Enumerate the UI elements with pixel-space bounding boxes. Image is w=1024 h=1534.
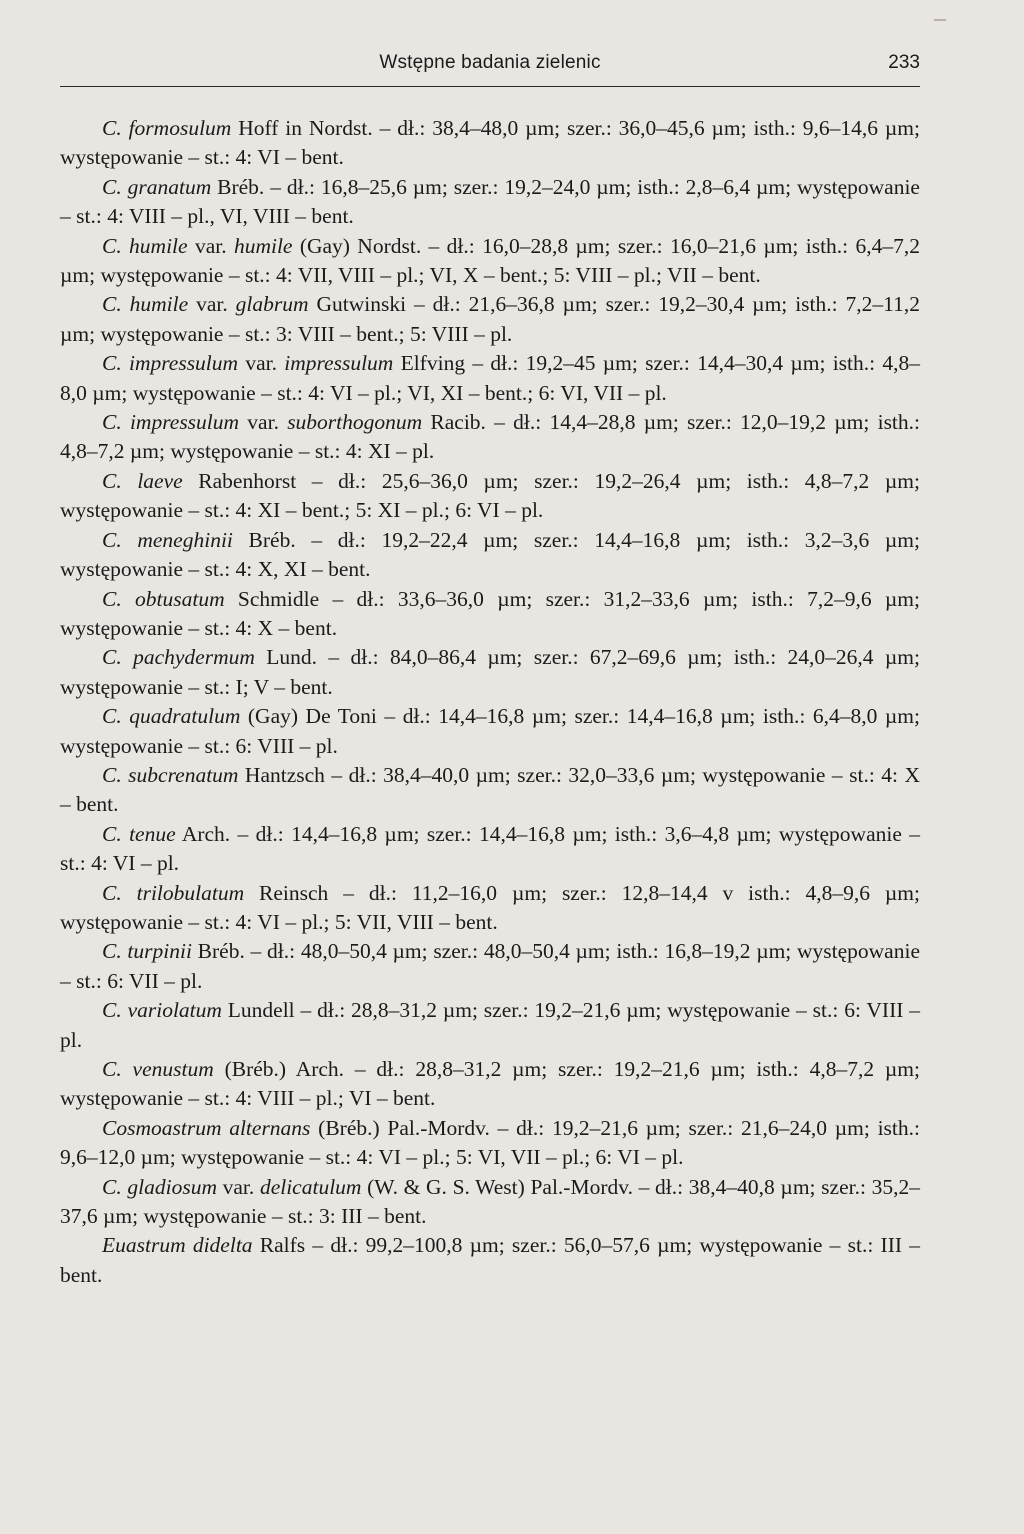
entry-text: Hoff in Nordst. – dł.: 38,4–48,0 µm; szer.: 36,0–45,6 µm; isth.: 9,6–14,6 µm; występowanie – st.: 4: VI – bent. [60,116,920,170]
species-entry [60,114,920,173]
entry-text: Bréb. – dł.: 48,0–50,4 µm; szer.: 48,0–50,4 µm; isth.: 16,8–19,2 µm; występowanie – st.: 6: VII – pl. [60,939,920,993]
taxon-name: C. formosulum [102,116,232,140]
entry-text: Lundell – dł.: 28,8–31,2 µm; szer.: 19,2–21,6 µm; występowanie – st.: 6: VIII – pl. [60,998,920,1052]
taxon-name: C. humile [102,233,188,258]
entry-text: var. [188,292,236,317]
species-entry [60,526,920,585]
variety-name: delicatulum [259,1174,362,1199]
species-entry [60,408,920,467]
species-entry [60,1231,920,1290]
taxon-name: C. humile [102,292,189,317]
running-header [60,52,920,87]
species-entry [60,290,920,349]
entry-text: Rabenhorst – dł.: 25,6–36,0 µm; szer.: 19,2–26,4 µm; isth.: 4,8–7,2 µm; występowanie – st.: 4: XI – bent.; 5: XI – pl.; 6: VI – pl. [60,468,920,523]
entry-text: var. [187,233,234,258]
species-entry [60,1173,920,1232]
entry-text: Bréb. – dł.: 16,8–25,6 µm; szer.: 19,2–24,0 µm; isth.: 2,8–6,4 µm; występowanie – st.: 4: VIII – pl., VI, VIII – bent. [60,174,920,229]
taxon-name: C. turpinii [102,939,192,964]
entry-text: Racib. – dł.: 14,4–28,8 µm; szer.: 12,0–19,2 µm; isth.: 4,8–7,2 µm; występowanie – st.: 4: XI – pl. [60,410,921,464]
taxon-name: C. impressulum [102,351,239,376]
species-entry [60,643,920,702]
species-entry [60,937,920,996]
species-entry [60,232,920,291]
entry-text: (W. & G. S. West) Pal.-Mordv. – dł.: 38,4–40,8 µm; szer.: 35,2–37,6 µm; występowanie – st.: 3: III – bent. [60,1174,920,1229]
species-entry [60,173,920,232]
variety-name: glabrum [235,292,309,317]
taxon-name: C. gladiosum [102,1174,217,1199]
species-entry [60,1055,920,1114]
species-entry [60,996,920,1055]
species-entry [60,820,920,879]
entry-text: (Bréb.) Pal.-Mordv. – dł.: 19,2–21,6 µm; szer.: 21,6–24,0 µm; isth.: 9,6–12,0 µm; występowanie – st.: 4: VI – pl.; 5: VI, VII – pl.; 6: VI – pl. [60,1115,920,1170]
species-entry [60,585,920,644]
species-entry [60,1114,920,1173]
taxon-name: C. meneghinii [102,527,233,552]
entry-text: Gutwinski – dł.: 21,6–36,8 µm; szer.: 19,2–30,4 µm; isth.: 7,2–11,2 µm; występowanie – st.: 3: VIII – bent.; 5: VIII – pl. [60,292,920,346]
species-list [60,114,920,1290]
entry-text: Lund. – dł.: 84,0–86,4 µm; szer.: 67,2–69,6 µm; isth.: 24,0–26,4 µm; występowanie – st.: I; V – bent. [60,645,920,699]
entry-text: var. [239,410,288,435]
taxon-name: C. impressulum [102,410,240,435]
taxon-name: C. quadratulum [102,704,241,729]
taxon-name: C. trilobulatum [102,880,245,905]
page-number: 233 [888,52,920,73]
taxon-name: C. venustum [102,1057,214,1081]
variety-name: humile [233,233,293,258]
taxon-name: C. subcrenatum [102,762,239,787]
entry-text: Ralfs – dł.: 99,2–100,8 µm; szer.: 56,0–57,6 µm; występowanie – st.: III – bent. [60,1233,920,1287]
entry-text: Bréb. – dł.: 19,2–22,4 µm; szer.: 14,4–16,8 µm; isth.: 3,2–3,6 µm; występowanie – st.: 4: X, XI – bent. [60,527,920,582]
entry-text: var. [238,351,285,376]
scan-mark [934,19,946,21]
taxon-name: Cosmoastrum alternans [102,1115,311,1140]
species-entry [60,761,920,820]
running-title: Wstępne badania zielenic [379,52,601,73]
entry-text: (Bréb.) Arch. – dł.: 28,8–31,2 µm; szer.: 19,2–21,6 µm; isth.: 4,8–7,2 µm; występowanie – st.: 4: VIII – pl.; VI – bent. [60,1057,921,1111]
taxon-name: C. tenue [102,821,176,846]
entry-text: var. [216,1174,260,1199]
entry-text: (Gay) De Toni – dł.: 14,4–16,8 µm; szer.: 14,4–16,8 µm; isth.: 6,4–8,0 µm; występowanie – st.: 6: VIII – pl. [60,704,920,758]
entry-text: Arch. – dł.: 14,4–16,8 µm; szer.: 14,4–16,8 µm; isth.: 3,6–4,8 µm; występowanie – st.: 4: VI – pl. [60,821,920,876]
species-entry [60,879,920,938]
variety-name: impressulum [284,351,394,376]
species-entry [60,467,920,526]
taxon-name: C. variolatum [102,998,222,1023]
taxon-name: C. laeve [102,468,183,493]
variety-name: suborthogonum [287,410,423,435]
taxon-name: C. pachydermum [102,645,255,670]
entry-text: Hantzsch – dł.: 38,4–40,0 µm; szer.: 32,0–33,6 µm; występowanie – st.: 4: X – bent. [60,762,920,817]
species-entry [60,349,920,408]
taxon-name: C. granatum [102,174,212,199]
taxon-name: Euastrum didelta [102,1233,253,1258]
species-entry [60,702,920,761]
entry-text: Schmidle – dł.: 33,6–36,0 µm; szer.: 31,2–33,6 µm; isth.: 7,2–9,6 µm; występowanie – st.: 4: X – bent. [60,586,920,640]
entry-text: Elfving – dł.: 19,2–45 µm; szer.: 14,4–30,4 µm; isth.: 4,8–8,0 µm; występowanie – st.: 4: VI – pl.; VI, XI – bent.; 6: VI, VII – pl. [60,351,920,405]
entry-text: Reinsch – dł.: 11,2–16,0 µm; szer.: 12,8–14,4 v isth.: 4,8–9,6 µm; występowanie – st.: 4: VI – pl.; 5: VII, VIII – bent. [60,880,920,934]
entry-text: (Gay) Nordst. – dł.: 16,0–28,8 µm; szer.: 16,0–21,6 µm; isth.: 6,4–7,2 µm; występowanie – st.: 4: VII, VIII – pl.; VI, X – bent.; 5: VIII – pl.; VII – bent. [60,233,921,288]
taxon-name: C. obtusatum [102,586,225,611]
